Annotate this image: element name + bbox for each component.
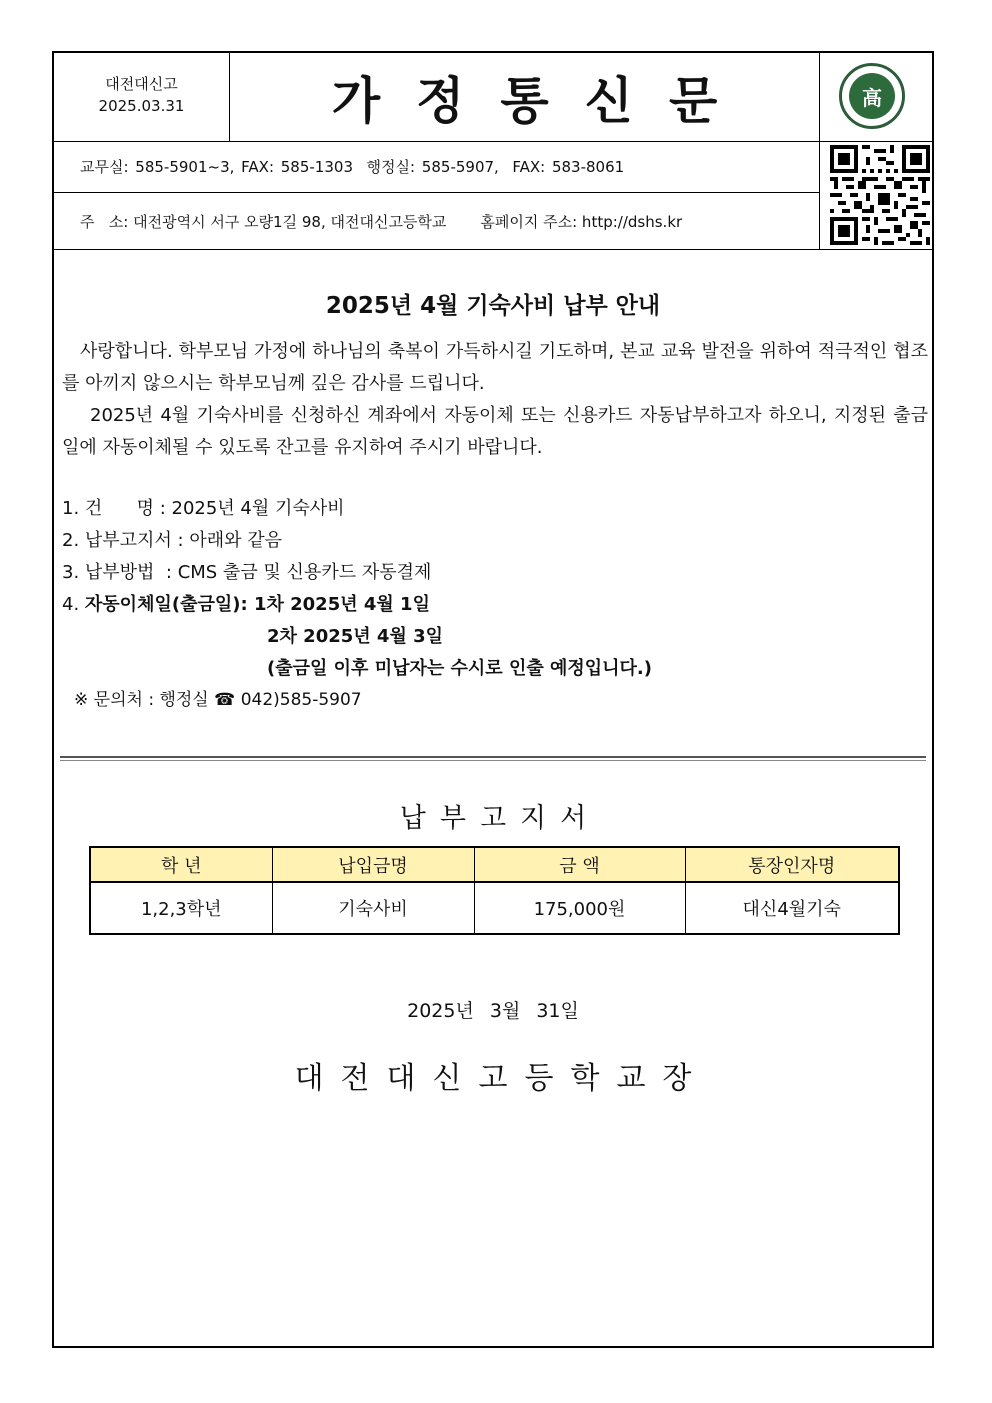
header-amount: 금 액	[474, 847, 685, 882]
contact-row	[54, 141, 820, 193]
item-label: 자동이체일(출금일):	[84, 594, 254, 615]
school-short-name: 대전대신고	[105, 75, 178, 93]
greeting-paragraph: 사랑합니다. 학부모님 가정에 하나님의 축복이 가득하시길 기도하며, 본교 교육 발전을 위하여 적극적인 협조를 아끼지 않으시는 학부모님께 깊은 감사를 드립니다.	[62, 341, 928, 394]
address-row	[54, 193, 820, 250]
cell-grade: 1,2,3학년	[90, 882, 272, 934]
notice-items	[62, 493, 652, 685]
cell-bankbook-name: 대신4월기숙	[685, 882, 899, 934]
request-paragraph: 2025년 4월 기숙사비를 신청하신 계좌에서 자동이체 또는 신용카드 자동납부하고자 하오니, 지정된 출금일에 자동이체될 수 있도록 잔고를 유지하여 주시기 바랍니다.	[62, 405, 928, 458]
address-line: 주 소: 대전광역시 서구 오량1길 98, 대전대신고등학교	[80, 212, 447, 231]
header-grade: 학 년	[90, 847, 272, 882]
notice-title: 2025년 4월 기숙사비 납부 안내	[325, 293, 661, 319]
signature-date: 2025년 3월 31일	[407, 1000, 579, 1022]
header-fee-name: 납입금명	[272, 847, 474, 882]
bill-table	[89, 846, 900, 935]
item-value: CMS 출금 및 신용카드 자동결제	[177, 562, 432, 583]
item-label: 3. 납부방법 :	[62, 562, 178, 583]
list-item	[62, 557, 652, 589]
table-row	[90, 882, 899, 934]
school-logo	[839, 63, 905, 129]
list-item	[62, 589, 652, 621]
inquiry-contact: ※ 문의처 : 행정실 ☎ 042)585-5907	[74, 690, 362, 710]
qr-code-icon	[830, 145, 930, 245]
issue-date: 2025.03.31	[98, 97, 185, 115]
item-label: 1. 건 명 :	[62, 498, 172, 519]
header-bankbook-name: 통장인자명	[685, 847, 899, 882]
document-frame	[52, 51, 934, 1348]
principal-signature: 대전대신고등학교장	[294, 1061, 709, 1096]
item-value: 아래와 같음	[189, 530, 283, 551]
newsletter-title: 가정통신문	[230, 53, 820, 141]
school-info-cell	[54, 53, 230, 141]
school-logo-glyph: 高	[849, 73, 895, 119]
section-divider	[60, 756, 926, 761]
list-item	[62, 493, 652, 525]
withdrawal-note: (출금일 이후 미납자는 수시로 인출 예정입니다.)	[267, 658, 652, 679]
item-number: 4.	[62, 594, 85, 615]
homepage-line: 홈페이지 주소: http://dshs.kr	[480, 212, 683, 231]
header-top-row	[54, 53, 932, 142]
second-withdrawal-date: 2차 2025년 4월 3일	[267, 626, 444, 647]
qr-cell	[820, 141, 932, 250]
contact-line: 교무실: 585-5901~3, FAX: 585-1303 행정실: 585-5907, FAX: 583-8061	[80, 158, 625, 176]
item-value: 2025년 4월 기숙사비	[171, 498, 345, 519]
first-withdrawal-date: 1차 2025년 4월 1일	[253, 594, 430, 615]
list-item	[62, 525, 652, 557]
bill-title: 납부고지서	[399, 803, 601, 834]
cell-fee-name: 기숙사비	[272, 882, 474, 934]
logo-cell	[820, 53, 932, 141]
table-header-row	[90, 847, 899, 882]
item-label: 2. 납부고지서 :	[62, 530, 190, 551]
cell-amount: 175,000원	[474, 882, 685, 934]
